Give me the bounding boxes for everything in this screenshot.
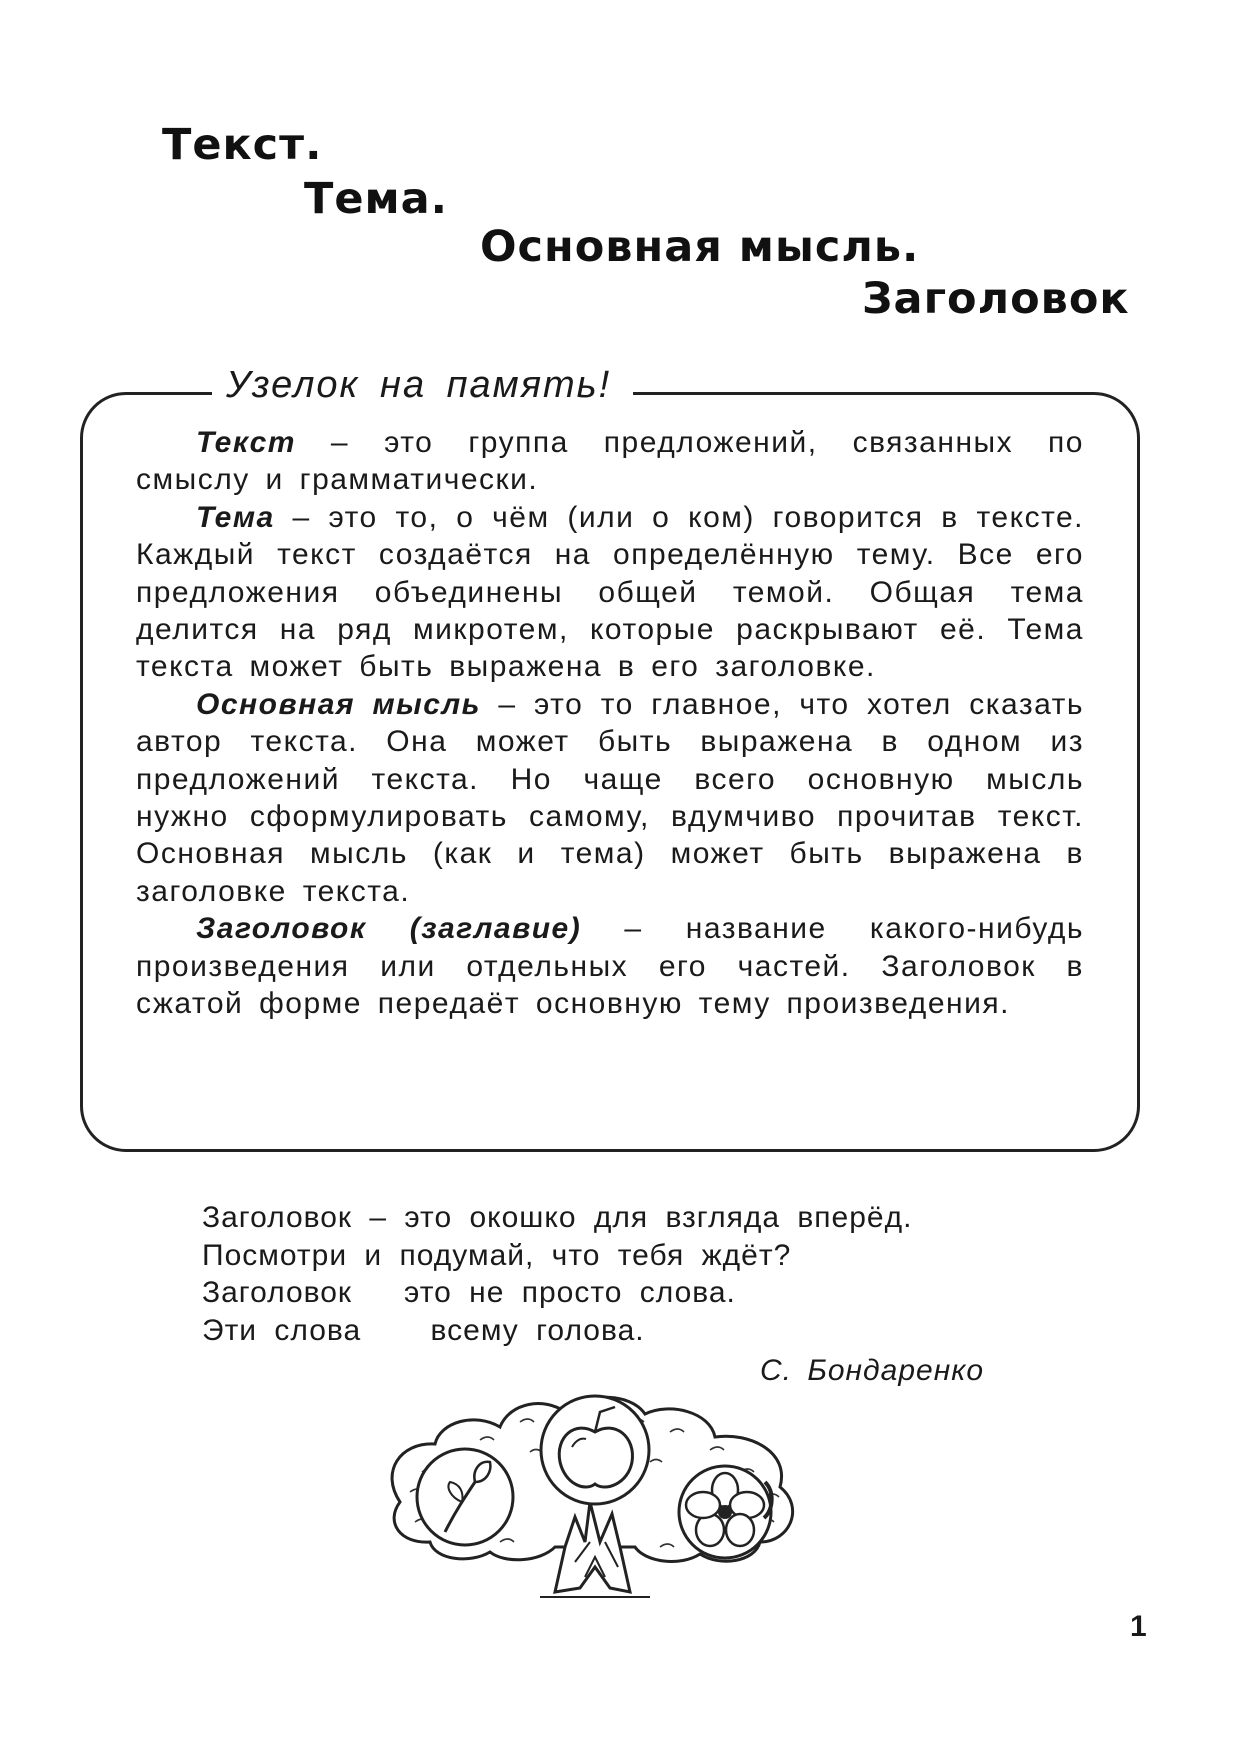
poem-line: Заголовок – это окошко для взгляда вперёд.: [202, 1201, 913, 1234]
term-text: Текст: [196, 426, 296, 459]
tree-illustration-icon: [380, 1392, 810, 1602]
poem-author: С. Бондаренко: [760, 1354, 985, 1387]
definition-main-idea-body: – это то главное, что хотел сказать автор текста. Она может быть выражена в одном из предложений текста. Но чаще всего основную мысль нужно сформулировать самому, вдумчиво прочитав текст. Основная мысль (как и тема) может быть выражена в заголовке текста.: [136, 687, 1084, 908]
heading-title: Заголовок: [862, 274, 1130, 324]
rule-box-label: Узелок на память!: [212, 364, 633, 407]
definition-theme: [136, 499, 1084, 686]
rule-box-text: [136, 424, 1084, 1023]
definition-title-body: – название какого-нибудь произведения или отдельных его частей. Заголовок в сжатой форме передаёт основную тему произведения.: [136, 912, 1084, 1021]
heading-text: Текст.: [162, 120, 323, 170]
definition-theme-body: – это то, о чём (или о ком) говорится в тексте. Каждый текст создаётся на определённую тему. Все его предложения объединены общей темой. Общая тема делится на ряд микротем, которые раскрывают её. Тема текста может быть выражена в его заголовке.: [136, 500, 1084, 684]
page-number: 1: [1130, 1610, 1147, 1643]
definition-text: [136, 424, 1084, 499]
definition-text-body: – это группа предложений, связанных по смыслу и грамматически.: [136, 426, 1084, 497]
term-main-idea: Основная мысль: [196, 687, 481, 721]
poem-line: Заголовок это не просто слова.: [202, 1276, 736, 1309]
definition-main-idea: [136, 686, 1084, 910]
term-title: Заголовок (заглавие): [196, 912, 582, 946]
poem-line: Эти слова всему голова.: [202, 1313, 645, 1347]
poem-line: Посмотри и подумай, что тебя ждёт?: [202, 1238, 792, 1272]
poem: [202, 1199, 912, 1349]
heading-main-idea: Основная мысль.: [480, 222, 920, 272]
definition-title: [136, 910, 1084, 1022]
term-theme: Тема: [196, 500, 275, 534]
heading-theme: Тема.: [304, 174, 448, 224]
